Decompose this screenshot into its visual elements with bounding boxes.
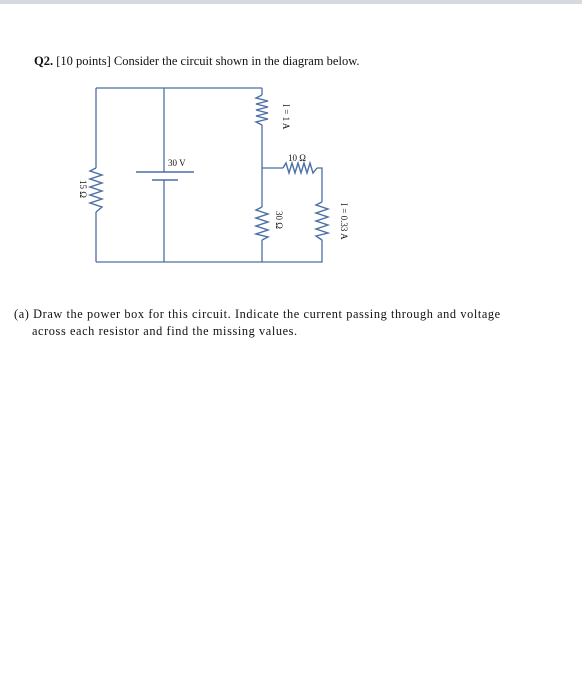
r-middle-label: 30 Ω (274, 211, 284, 229)
resistor-top-right-icon (283, 163, 317, 173)
resistor-right-icon (316, 202, 328, 240)
resistor-left-icon (90, 168, 102, 212)
battery-label: 30 V (168, 158, 186, 168)
resistor-bottom-middle-icon (256, 207, 268, 240)
current-right-label: I = 0.33 A (339, 203, 349, 240)
part-a-instruction (14, 306, 559, 340)
circuit-diagram (0, 0, 582, 300)
r-left-label: 15 Ω (78, 180, 88, 198)
question-number: Q2. (34, 54, 54, 68)
part-a-line2: across each resistor and find the missing values. (32, 324, 298, 338)
part-a-line1: Draw the power box for this circuit. Indicate the current passing through and voltage (33, 307, 501, 321)
question-text: [10 points] Consider the circuit shown in the diagram below. (56, 54, 360, 68)
part-a-label: (a) (14, 307, 30, 321)
r-top-right-label: 10 Ω (288, 153, 306, 163)
resistor-top-middle-icon (256, 95, 268, 125)
current-top-label: I = 1 A (281, 104, 291, 130)
